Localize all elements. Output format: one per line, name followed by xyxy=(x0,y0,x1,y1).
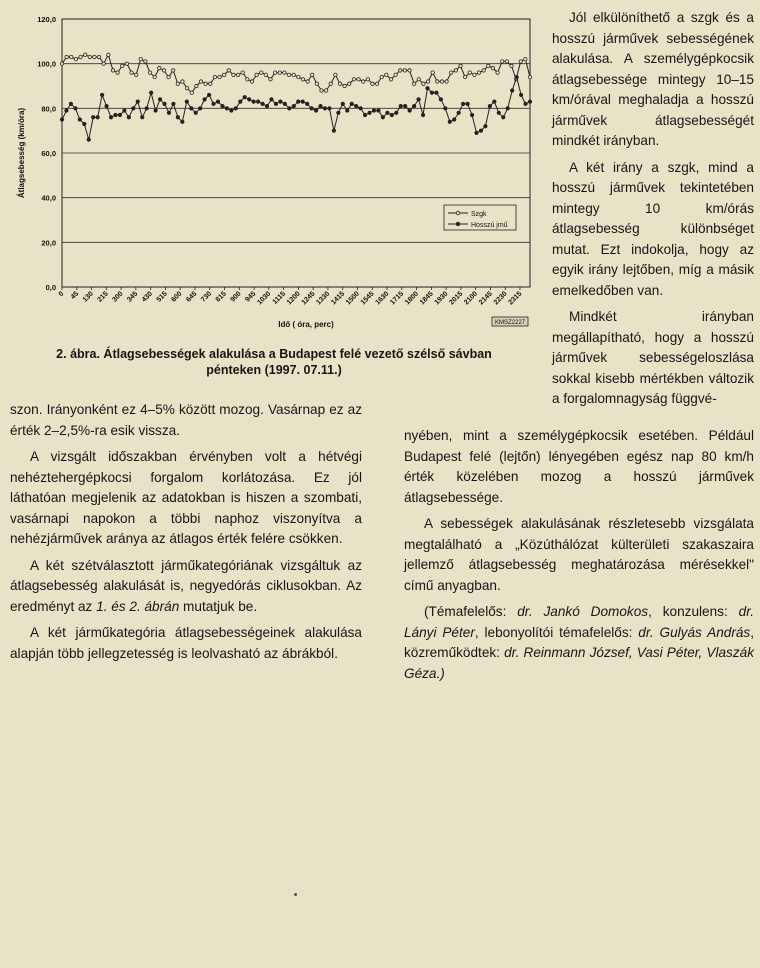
data-point xyxy=(60,118,63,121)
data-point xyxy=(320,89,323,92)
data-point xyxy=(234,107,237,110)
x-axis-label: Idő ( óra, perc) xyxy=(278,320,334,329)
data-point xyxy=(457,111,460,114)
data-point xyxy=(283,102,286,105)
data-point xyxy=(408,109,411,112)
data-point xyxy=(311,73,314,76)
data-point xyxy=(273,71,276,74)
speck xyxy=(294,893,297,896)
data-point xyxy=(363,113,366,116)
data-point xyxy=(426,87,429,90)
credits-paragraph xyxy=(404,602,754,684)
data-point xyxy=(519,60,522,63)
data-point xyxy=(148,71,151,74)
data-point xyxy=(338,82,341,85)
data-point xyxy=(132,107,135,110)
data-point xyxy=(134,73,137,76)
x-tick-label: 300 xyxy=(111,290,125,304)
x-tick-label: 2230 xyxy=(492,290,509,307)
x-tick-label: 1715 xyxy=(389,290,406,307)
data-point xyxy=(96,116,99,119)
data-point xyxy=(386,111,389,114)
data-point xyxy=(297,100,300,103)
data-point xyxy=(204,82,207,85)
data-point xyxy=(144,60,147,63)
data-point xyxy=(83,53,86,56)
person-name: dr. Gulyás András xyxy=(638,624,751,640)
text-run: , konzulens: xyxy=(648,604,739,619)
data-point xyxy=(185,87,188,90)
data-point xyxy=(496,71,499,74)
data-point xyxy=(328,107,331,110)
x-tick-label: 45 xyxy=(69,290,81,301)
y-tick-label: 100,0 xyxy=(37,59,56,69)
data-point xyxy=(417,98,420,101)
data-point xyxy=(461,102,464,105)
data-point xyxy=(172,102,175,105)
data-point xyxy=(158,98,161,101)
y-tick-label: 120,0 xyxy=(37,15,56,24)
data-point xyxy=(93,55,96,58)
data-point xyxy=(381,116,384,119)
data-point xyxy=(479,129,482,132)
x-tick-label: 645 xyxy=(185,290,199,304)
data-point xyxy=(167,75,170,78)
data-point xyxy=(83,122,86,125)
data-point xyxy=(216,100,219,103)
data-point xyxy=(70,55,73,58)
y-tick-label: 60,0 xyxy=(41,149,56,158)
data-point xyxy=(190,107,193,110)
x-tick-label: 1800 xyxy=(404,290,420,307)
data-point xyxy=(371,82,374,85)
text-run: , közreműködtek: xyxy=(404,624,755,660)
data-point xyxy=(343,84,346,87)
data-point xyxy=(111,69,114,72)
data-point xyxy=(519,93,522,96)
data-point xyxy=(314,109,317,112)
data-point xyxy=(422,82,425,85)
data-point xyxy=(172,69,175,72)
paragraph: nyében, mint a személygépkocsik esetében. Például Budapest felé (lejtőn) lényegében egész nap 80 km/h érték közelében mozog a hosszú járművek átlagsebessége. xyxy=(404,428,754,505)
data-point xyxy=(265,104,268,107)
figure-reference: 1. és 2. ábrán xyxy=(96,598,180,614)
data-point xyxy=(491,66,494,69)
data-point xyxy=(448,120,451,123)
data-point xyxy=(153,75,156,78)
data-point xyxy=(123,109,126,112)
data-point xyxy=(435,91,438,94)
paragraph: A sebességek alakulásának részletesebb vizsgálata megtalálható a „Közúthálózat külterületi szakaszaira jellemző átlagsebesség meghatározása mérésekkel" című anyagban. xyxy=(404,516,754,593)
data-point xyxy=(203,98,206,101)
x-tick-label: 600 xyxy=(170,290,184,304)
legend-marker xyxy=(456,222,460,226)
data-point xyxy=(185,100,188,103)
data-point xyxy=(524,58,527,61)
data-point xyxy=(65,55,68,58)
x-tick-label: 1930 xyxy=(433,290,450,307)
data-point xyxy=(222,73,225,76)
data-point xyxy=(468,71,471,74)
data-point xyxy=(109,116,112,119)
data-point xyxy=(78,118,81,121)
data-point xyxy=(283,71,286,74)
chart-figure xyxy=(0,0,548,340)
data-point xyxy=(69,102,72,105)
paragraph: A két irány a szgk, mind a hosszú járművek tekintetében mintegy 10 km/órás átlagsebesség különbséget mutat. Ezt indokolja, hogy az egyik irány lejtőben, míg a másik emelkedőben van. xyxy=(552,159,754,298)
data-point xyxy=(332,129,335,132)
paragraph: A két járműkategória átlagsebességeinek alakulása alapján több jellegzetesség is leolvasható az ábrákból. xyxy=(10,625,362,661)
data-point xyxy=(176,116,179,119)
data-point xyxy=(506,107,509,110)
data-point xyxy=(241,71,244,74)
data-point xyxy=(475,131,478,134)
data-point xyxy=(74,107,77,110)
data-point xyxy=(141,116,144,119)
data-point xyxy=(227,69,230,72)
badge-label: KMSZ2227 xyxy=(494,320,526,326)
data-point xyxy=(477,71,480,74)
x-tick-label: 1415 xyxy=(330,290,347,307)
data-point xyxy=(287,73,290,76)
data-point xyxy=(127,116,130,119)
data-point xyxy=(399,69,402,72)
data-point xyxy=(149,91,152,94)
data-point xyxy=(274,102,277,105)
data-point xyxy=(270,98,273,101)
data-point xyxy=(348,82,351,85)
data-point xyxy=(354,104,357,107)
data-point xyxy=(431,71,434,74)
data-point xyxy=(301,78,304,81)
data-point xyxy=(463,75,466,78)
data-point xyxy=(125,62,128,65)
data-point xyxy=(484,125,487,128)
data-point xyxy=(524,102,527,105)
data-point xyxy=(221,104,224,107)
data-point xyxy=(334,73,337,76)
data-point xyxy=(473,73,476,76)
data-point xyxy=(74,58,77,61)
y-tick-label: 80,0 xyxy=(41,104,56,114)
data-point xyxy=(92,116,95,119)
data-point xyxy=(341,102,344,105)
data-point xyxy=(121,64,124,67)
data-point xyxy=(199,80,202,83)
data-point xyxy=(279,100,282,103)
data-point xyxy=(246,78,249,81)
text-run: (Témafelelős: xyxy=(424,604,518,619)
data-point xyxy=(412,104,415,107)
data-point xyxy=(243,95,246,98)
x-tick-label: 945 xyxy=(244,290,258,304)
data-point xyxy=(368,111,371,114)
data-point xyxy=(319,104,322,107)
data-point xyxy=(346,109,349,112)
text-run: mutatjuk be. xyxy=(179,598,258,614)
data-point xyxy=(357,78,360,81)
data-point xyxy=(306,80,309,83)
data-point xyxy=(292,104,295,107)
data-point xyxy=(439,98,442,101)
data-point xyxy=(359,107,362,110)
data-point xyxy=(114,113,117,116)
data-point xyxy=(470,113,473,116)
data-point xyxy=(454,69,457,72)
paragraph: szon. Irányonként ez 4–5% között mozog. Vasárnap ez az érték 2–2,5%-ra esik vissza. xyxy=(10,402,362,438)
data-point xyxy=(136,100,139,103)
data-point xyxy=(218,75,221,78)
data-point xyxy=(297,75,300,78)
data-point xyxy=(394,73,397,76)
data-point xyxy=(515,75,518,78)
data-point xyxy=(88,55,91,58)
data-point xyxy=(412,82,415,85)
data-point xyxy=(97,55,100,58)
data-point xyxy=(207,93,210,96)
data-point xyxy=(239,100,242,103)
left-column-text xyxy=(10,400,362,664)
data-point xyxy=(65,109,68,112)
data-point xyxy=(372,109,375,112)
x-tick-label: 215 xyxy=(96,290,110,304)
x-tick-label: 1545 xyxy=(359,290,376,307)
line-chart xyxy=(0,0,548,340)
data-point xyxy=(375,82,378,85)
paragraph: Mindkét irányban megállapítható, hogy a hosszú járművek sebességeloszlása sokkal kisebb mértékben változik a forgalomnagyság függvé- xyxy=(552,309,754,406)
data-point xyxy=(361,80,364,83)
data-point xyxy=(190,91,193,94)
data-point xyxy=(352,78,355,81)
legend-label: Hosszú jmű xyxy=(471,222,508,229)
data-point xyxy=(181,80,184,83)
data-point xyxy=(87,138,90,141)
data-point xyxy=(288,107,291,110)
x-tick-label: 1115 xyxy=(271,290,288,306)
data-point xyxy=(324,89,327,92)
data-point xyxy=(323,107,326,110)
data-point xyxy=(380,75,383,78)
data-point xyxy=(315,82,318,85)
caption-line-1: 2. ábra. Átlagsebességek alakulása a Budapest felé vezető szélső sávban xyxy=(56,347,492,361)
data-point xyxy=(162,69,165,72)
legend xyxy=(444,205,516,230)
data-point xyxy=(399,104,402,107)
data-point xyxy=(292,73,295,76)
paragraph: Jól elkülöníthető a szgk és a hosszú járművek sebességének alakulása. A személygépkocsik átlagsebessége mintegy 10–15 km/órával meghaladja a hosszú járművek átlagsebességét mindkét irányban. xyxy=(552,10,754,148)
data-point xyxy=(453,118,456,121)
data-point xyxy=(510,89,513,92)
data-point xyxy=(264,73,267,76)
data-point xyxy=(232,73,235,76)
caption-line-2: pénteken (1997. 07.11.) xyxy=(206,363,342,377)
data-point xyxy=(256,100,259,103)
person-name: dr. Lányi Péter xyxy=(404,604,755,640)
data-point xyxy=(385,73,388,76)
y-tick-label: 40,0 xyxy=(41,193,56,203)
data-point xyxy=(417,78,420,81)
right-column-text xyxy=(552,8,754,410)
data-point xyxy=(230,109,233,112)
data-point xyxy=(310,107,313,110)
data-point xyxy=(118,113,121,116)
data-point xyxy=(408,69,411,72)
data-point xyxy=(430,91,433,94)
bottom-right-text xyxy=(404,426,754,684)
data-point xyxy=(102,62,105,65)
text-run: A két szétválasztott járműkategóriának vizsgáltuk az átlagsebesség alakulását is, negyedórás ciklusokban. Az eredményt az xyxy=(10,557,362,614)
data-point xyxy=(252,100,255,103)
y-tick-label: 20,0 xyxy=(41,238,56,248)
paragraph: A vizsgált időszakban érvényben volt a hétvégi nehéztehergépkocsi forgalom korlátozása. Ez jól láthatóan megjelenik az adatokban is hiszen a szombati, vasárnapi napokon a többi naphoz viszonyítva a nehézjárművek aránya az átlagos érték felére csökken. xyxy=(10,449,362,546)
data-point xyxy=(212,102,215,105)
data-point xyxy=(502,116,505,119)
data-point xyxy=(167,111,170,114)
paragraph xyxy=(10,556,362,618)
legend-label: Szgk xyxy=(471,211,487,218)
data-point xyxy=(366,78,369,81)
y-tick-label: 0,0 xyxy=(45,283,56,292)
data-point xyxy=(487,64,490,67)
x-tick-label: 730 xyxy=(199,290,214,304)
person-name: dr. Jankó Domokos xyxy=(517,604,649,619)
data-point xyxy=(130,71,133,74)
data-point xyxy=(163,102,166,105)
data-point xyxy=(60,62,63,65)
x-tick-label: 1245 xyxy=(300,290,317,307)
data-point xyxy=(488,104,491,107)
data-point xyxy=(466,102,469,105)
data-point xyxy=(421,113,424,116)
x-tick-label: 900 xyxy=(229,290,243,304)
x-tick-label: 815 xyxy=(214,290,228,304)
data-point xyxy=(510,64,513,67)
legend-marker xyxy=(456,211,460,215)
data-point xyxy=(459,64,462,67)
x-tick-label: 130 xyxy=(81,290,95,304)
data-point xyxy=(100,93,103,96)
data-point xyxy=(528,100,531,103)
data-point xyxy=(158,66,161,69)
data-point xyxy=(225,107,228,110)
data-point xyxy=(500,60,503,63)
data-point xyxy=(195,84,198,87)
data-point xyxy=(278,71,281,74)
x-tick-label: 345 xyxy=(126,290,140,304)
x-tick-label: 0 xyxy=(57,290,66,299)
data-point xyxy=(250,80,253,83)
data-point xyxy=(269,78,272,81)
data-point xyxy=(329,82,332,85)
data-point xyxy=(248,98,251,101)
data-point xyxy=(497,111,500,114)
person-name: dr. Reinmann József, Vasi Péter, Vlaszák Géza.) xyxy=(404,645,755,681)
data-point xyxy=(450,71,453,74)
data-point xyxy=(194,111,197,114)
data-point xyxy=(493,100,496,103)
data-point xyxy=(236,73,239,76)
data-point xyxy=(445,80,448,83)
data-point xyxy=(301,100,304,103)
data-point xyxy=(213,75,216,78)
x-tick-label: 1030 xyxy=(256,290,273,307)
text-run: , lebonyolítói témafelelős: xyxy=(474,624,639,640)
data-point xyxy=(444,107,447,110)
data-point xyxy=(139,58,142,61)
data-point xyxy=(390,113,393,116)
data-point xyxy=(389,78,392,81)
x-tick-label: 1330 xyxy=(315,290,332,307)
data-point xyxy=(145,107,148,110)
data-point xyxy=(260,71,263,74)
x-tick-label: 1200 xyxy=(285,290,302,307)
data-point xyxy=(305,102,308,105)
data-point xyxy=(404,104,407,107)
data-point xyxy=(105,104,108,107)
data-point xyxy=(377,109,380,112)
data-point xyxy=(426,80,429,83)
data-point xyxy=(79,55,82,58)
data-point xyxy=(528,75,531,78)
data-point xyxy=(154,109,157,112)
data-point xyxy=(181,120,184,123)
x-tick-label: 2145 xyxy=(477,290,494,307)
x-tick-label: 2315 xyxy=(507,290,524,307)
x-tick-label: 2100 xyxy=(463,290,480,307)
data-point xyxy=(107,53,110,56)
data-point xyxy=(116,71,119,74)
data-point xyxy=(505,60,508,63)
data-point xyxy=(350,102,353,105)
data-point xyxy=(403,69,406,72)
data-point xyxy=(209,82,212,85)
data-point xyxy=(198,107,201,110)
x-tick-label: 515 xyxy=(155,290,169,304)
x-tick-label: 1500 xyxy=(344,290,361,307)
data-point xyxy=(436,80,439,83)
data-point xyxy=(440,80,443,83)
figure-caption xyxy=(6,346,542,378)
y-axis-label: Átlagsebesség (km/óra) xyxy=(17,107,26,199)
x-tick-label: 2015 xyxy=(448,290,465,307)
x-tick-label: 430 xyxy=(140,290,155,304)
data-point xyxy=(176,82,179,85)
data-point xyxy=(255,73,258,76)
x-tick-label: 1845 xyxy=(418,290,435,307)
data-point xyxy=(395,111,398,114)
data-point xyxy=(337,111,340,114)
data-point xyxy=(482,69,485,72)
data-point xyxy=(261,102,264,105)
x-tick-label: 1630 xyxy=(374,290,391,307)
